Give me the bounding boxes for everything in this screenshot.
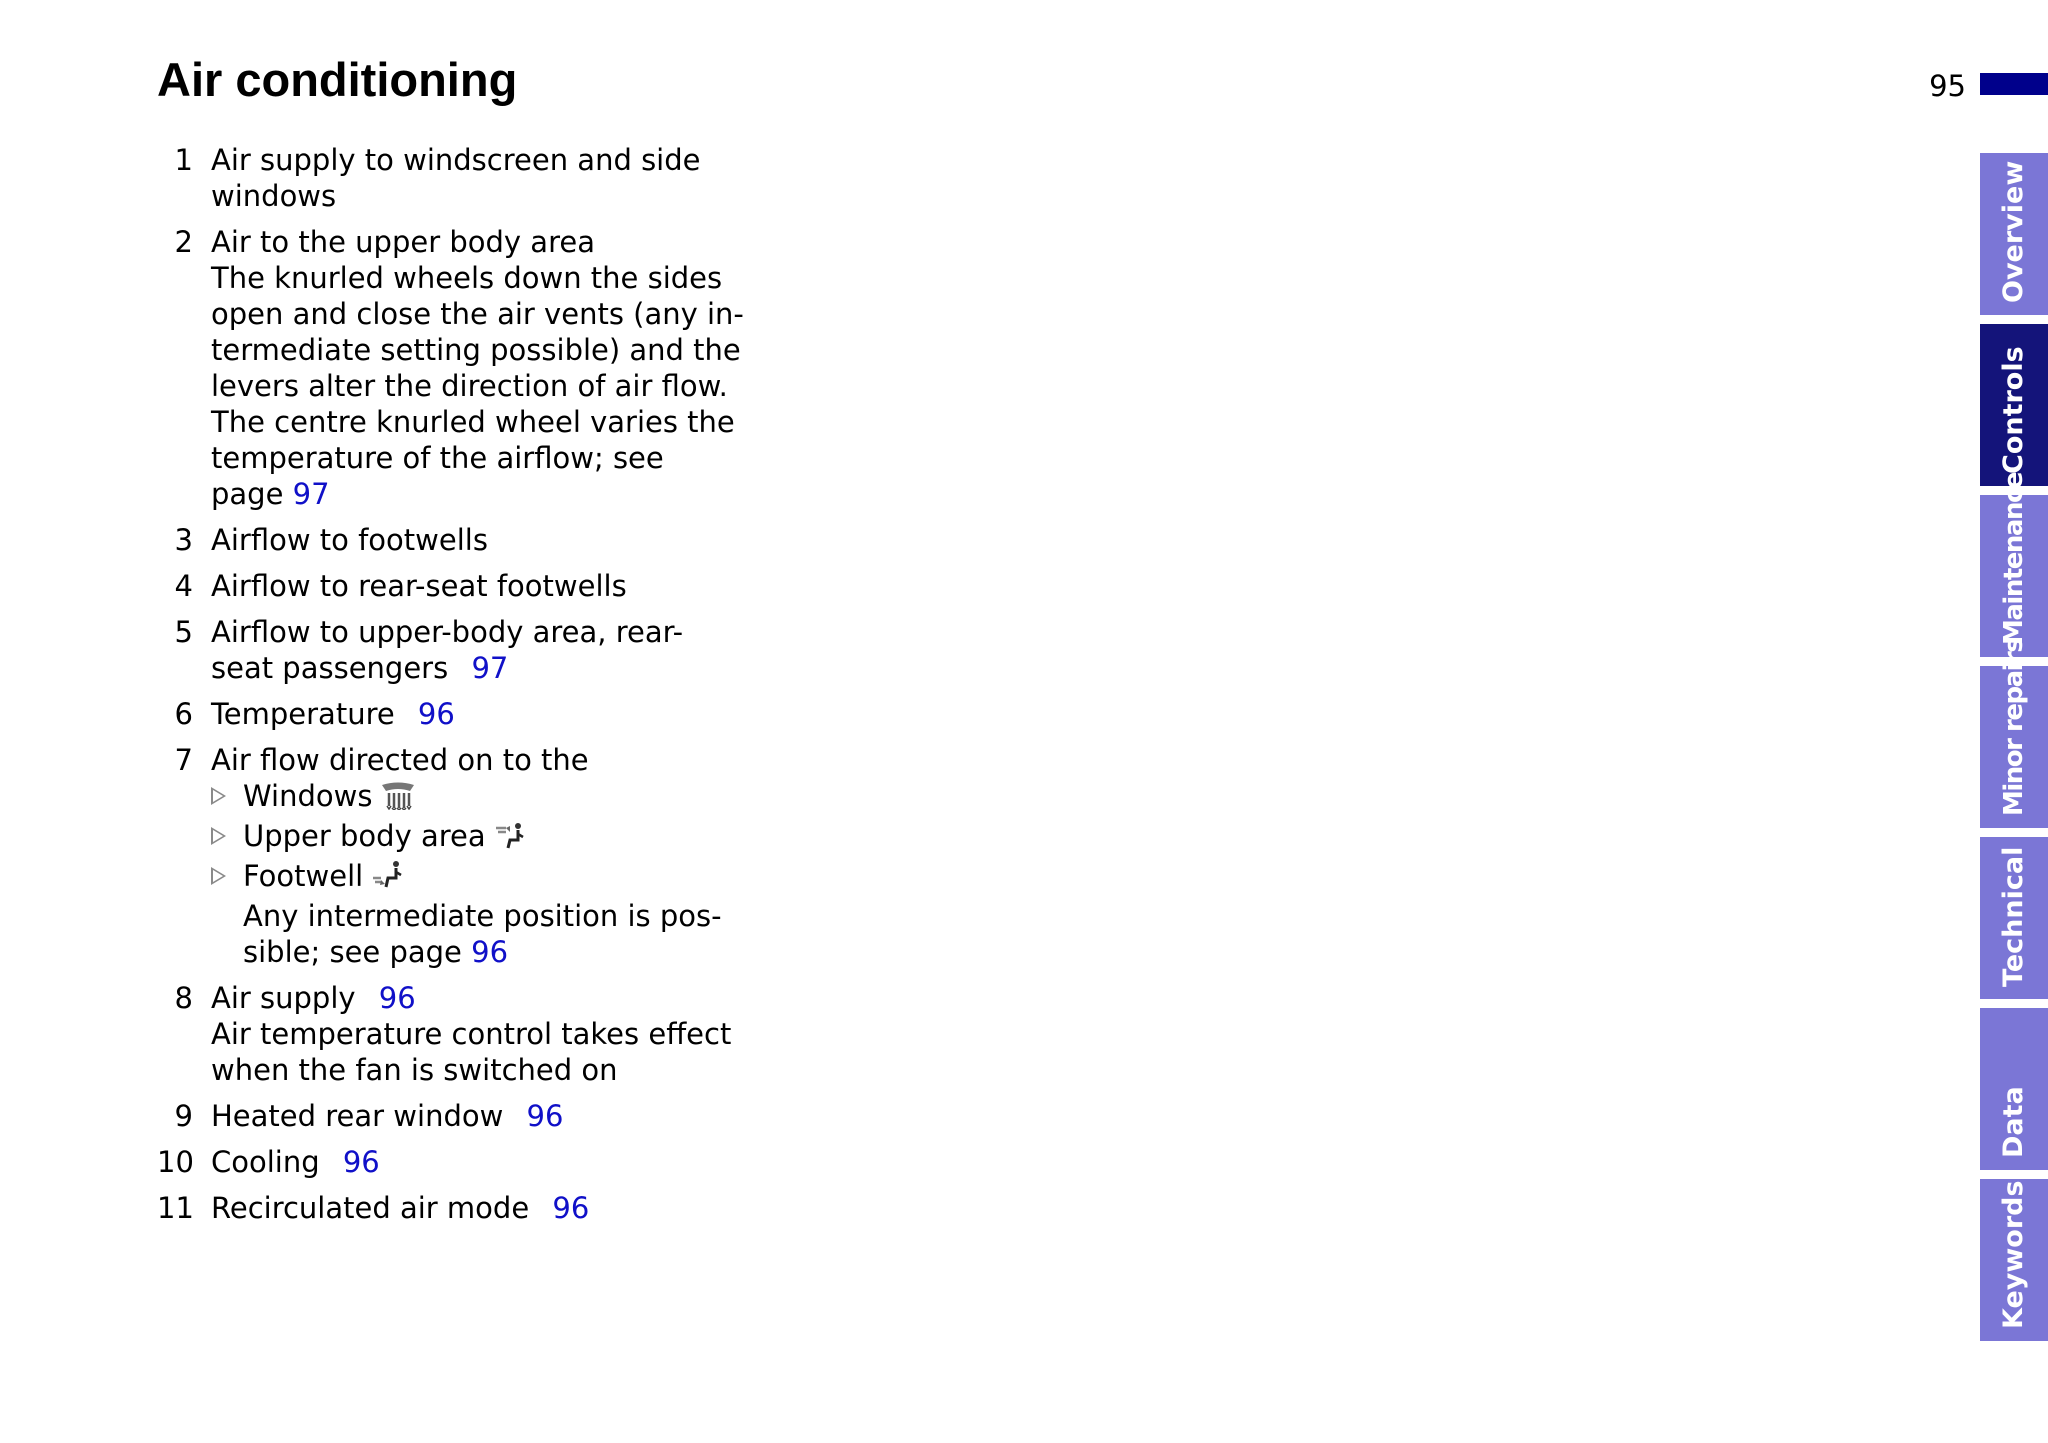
- item-note-with-ref: [211, 934, 757, 970]
- item-number: 10: [157, 1145, 194, 1179]
- item-text: Cooling: [211, 1145, 320, 1179]
- triangle-bullet-icon: [211, 867, 226, 885]
- sub-item-footwell: [211, 858, 757, 898]
- item-text: levers alter the direction of air flow.: [211, 369, 728, 403]
- item-text: Air flow directed on to the: [211, 743, 589, 777]
- item-number: 2: [174, 225, 193, 259]
- item-number: 6: [174, 697, 193, 731]
- item-text: open and close the air vents (any in-: [211, 297, 744, 331]
- item-text: Heated rear window: [211, 1099, 504, 1133]
- item-number: 11: [157, 1191, 194, 1225]
- tab-label: Controls: [1998, 346, 2029, 474]
- item-text-with-ref: [211, 650, 757, 686]
- item-text: windows: [211, 179, 337, 213]
- footwell-vent-icon: [371, 860, 403, 898]
- item-text-with-ref: [211, 476, 757, 512]
- item-text: The centre knurled wheel varies the: [211, 405, 735, 439]
- page-ref-link[interactable]: 96: [342, 1145, 380, 1179]
- sub-item-upper-body: [211, 818, 757, 858]
- sub-item-label: Footwell: [243, 859, 364, 893]
- item-number: 1: [174, 143, 193, 177]
- list-item: [157, 568, 757, 604]
- page-number-bar: [1980, 73, 2048, 95]
- list-item: [157, 142, 757, 214]
- list-item: [157, 742, 757, 970]
- item-text-with-ref: [211, 696, 757, 732]
- item-text-with-ref: [211, 980, 757, 1016]
- page-title: Air conditioning: [157, 53, 518, 106]
- item-text: Air to the upper body area: [211, 225, 595, 259]
- tab-label: Technical: [1998, 846, 2029, 987]
- item-note: when the fan is switched on: [211, 1053, 618, 1087]
- item-text: Air supply to windscreen and side: [211, 143, 701, 177]
- item-text-with-ref: [211, 1144, 757, 1180]
- list-item: [157, 696, 757, 732]
- item-text-with-ref: [211, 1098, 757, 1134]
- item-text: Air supply: [211, 981, 356, 1015]
- page-ref-link[interactable]: 96: [471, 935, 509, 969]
- tab-technical[interactable]: [1980, 837, 2048, 999]
- item-note: Any intermediate position is pos-: [243, 899, 722, 933]
- sub-item-label: Upper body area: [243, 819, 486, 853]
- page-number: 95: [1929, 69, 1966, 103]
- page-ref-link[interactable]: 97: [292, 477, 330, 511]
- tab-label: Minor repairs: [1999, 638, 2029, 816]
- tab-controls[interactable]: [1980, 324, 2048, 486]
- list-item: [157, 1098, 757, 1134]
- tab-label: Data: [1998, 1086, 2029, 1158]
- tab-label: Overview: [1998, 160, 2029, 303]
- list-item: [157, 1190, 757, 1226]
- sub-item-windows: [211, 778, 757, 818]
- item-text-with-ref: [211, 1190, 757, 1226]
- item-text: seat passengers: [211, 651, 449, 685]
- page-ref-link[interactable]: 96: [378, 981, 416, 1015]
- item-text: Airflow to footwells: [211, 523, 488, 557]
- page-ref-link[interactable]: 97: [471, 651, 509, 685]
- list-item: [157, 522, 757, 558]
- item-text: Airflow to rear-seat footwells: [211, 569, 627, 603]
- tab-overview[interactable]: [1980, 153, 2048, 315]
- list-item: [157, 224, 757, 512]
- triangle-bullet-icon: [211, 787, 226, 805]
- page-ref-link[interactable]: 96: [526, 1099, 564, 1133]
- item-number: 3: [174, 523, 193, 557]
- tab-keywords[interactable]: [1980, 1179, 2048, 1341]
- page-ref-link[interactable]: 96: [417, 697, 455, 731]
- list-item: [157, 614, 757, 686]
- page-ref-link[interactable]: 96: [552, 1191, 590, 1225]
- tab-maintenance[interactable]: [1980, 472, 2048, 657]
- upper-body-vent-icon: [494, 822, 526, 858]
- tab-minor-repairs[interactable]: [1980, 638, 2048, 828]
- item-text: Airflow to upper-body area, rear-: [211, 615, 684, 649]
- item-number: 5: [174, 615, 193, 649]
- sub-item-label: Windows: [243, 779, 373, 813]
- list-item: [157, 1144, 757, 1180]
- tab-data[interactable]: [1980, 1008, 2048, 1170]
- item-text: page: [211, 477, 284, 511]
- item-note: Air temperature control takes effect: [211, 1017, 732, 1051]
- item-note: sible; see page: [243, 935, 462, 969]
- item-text: Temperature: [211, 697, 395, 731]
- legend-list: [157, 142, 757, 1236]
- item-text: The knurled wheels down the sides: [211, 261, 723, 295]
- item-text: temperature of the airflow; see: [211, 441, 664, 475]
- list-item: [157, 980, 757, 1088]
- triangle-bullet-icon: [211, 827, 226, 845]
- item-number: 4: [174, 569, 193, 603]
- item-number: 7: [174, 743, 193, 777]
- item-number: 9: [174, 1099, 193, 1133]
- windscreen-vent-icon: [380, 782, 416, 818]
- tab-label: Maintenance: [1999, 472, 2029, 645]
- item-number: 8: [174, 981, 193, 1015]
- tab-label: Keywords: [1998, 1180, 2029, 1329]
- item-text: termediate setting possible) and the: [211, 333, 741, 367]
- item-text: Recirculated air mode: [211, 1191, 530, 1225]
